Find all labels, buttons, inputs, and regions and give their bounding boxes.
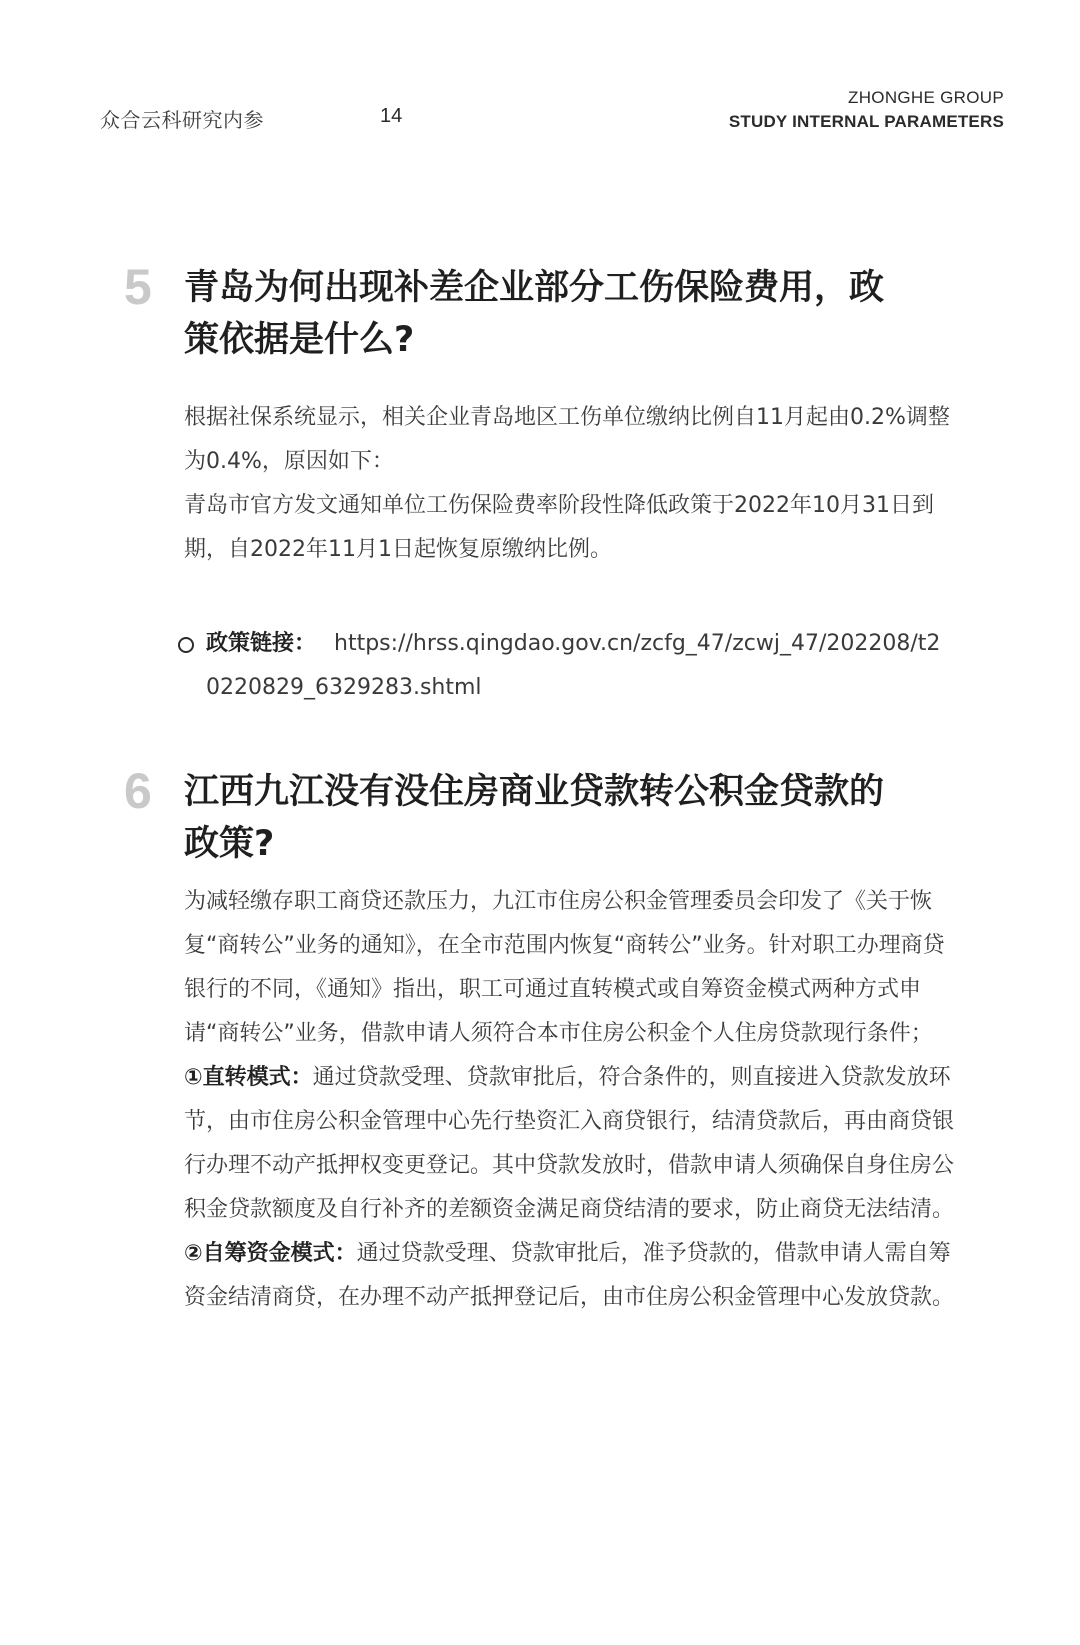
paragraph: [184, 1232, 954, 1320]
link-label: 政策链接：: [206, 631, 317, 656]
mode-label: ①直转模式：: [184, 1065, 313, 1090]
section-title-line: 青岛为何出现补差企业部分工伤保险费用，政: [184, 268, 885, 308]
section-body: [184, 880, 954, 1320]
paragraph: [184, 1056, 954, 1232]
section-title-line: 政策?: [184, 824, 275, 864]
brand-subtitle: STUDY INTERNAL PARAMETERS: [728, 112, 1004, 131]
paragraph: 根据社保系统显示，相关企业青岛地区工伤单位缴纳比例自11月起由0.2%调整为0.4%，原因如下：: [184, 405, 950, 474]
circle-bullet-icon: [178, 637, 194, 653]
paragraph: 青岛市官方发文通知单位工伤保险费率阶段性降低政策于2022年10月31日到期，自2022年11月1日起恢复原缴纳比例。: [184, 493, 934, 562]
page-number: 14: [380, 105, 403, 127]
section-number: 5: [124, 259, 152, 315]
section-title: [184, 262, 944, 366]
section-title-line: 江西九江没有没住房商业贷款转公积金贷款的: [184, 772, 885, 812]
policy-link-item: [178, 622, 948, 710]
paragraph: 为减轻缴存职工商贷还款压力，九江市住房公积金管理委员会印发了《关于恢复“商转公”业务的通知》，在全市范围内恢复“商转公”业务。针对职工办理商贷银行的不同，《通知》指出，职工可通过直转模式或自筹资金模式两种方式申请“商转公”业务，借款申请人须符合本市住房公积金个人住房贷款现行条件；: [184, 889, 945, 1046]
section-body: [184, 396, 954, 572]
brand-name: ZHONGHE GROUP: [848, 88, 1004, 107]
mode-label: ②自筹资金模式：: [184, 1241, 357, 1266]
mode-text: 通过贷款受理、贷款审批后，符合条件的，则直接进入贷款发放环节，由市住房公积金管理中心先行垫资汇入商贷银行，结清贷款后，再由商贷银行办理不动产抵押权变更登记。其中贷款发放时，借款申请人须确保自身住房公积金贷款额度及自行补齐的差额资金满足商贷结清的要求，防止商贷无法结清。: [184, 1065, 955, 1222]
section-number: 6: [124, 763, 152, 819]
publication-title: 众合云科研究内参: [100, 108, 264, 132]
mode-text: 通过贷款受理、贷款审批后，准予贷款的，借款申请人需自筹资金结清商贷，在办理不动产抵押登记后，由市住房公积金管理中心发放贷款。: [184, 1241, 955, 1310]
section-title-line: 策依据是什么?: [184, 320, 415, 360]
section-title: [184, 766, 944, 870]
policy-link[interactable]: https://hrss.qingdao.gov.cn/zcfg_47/zcwj_47/202208/t20220829_6329283.shtml: [206, 631, 941, 700]
brand-block: [729, 86, 1004, 134]
